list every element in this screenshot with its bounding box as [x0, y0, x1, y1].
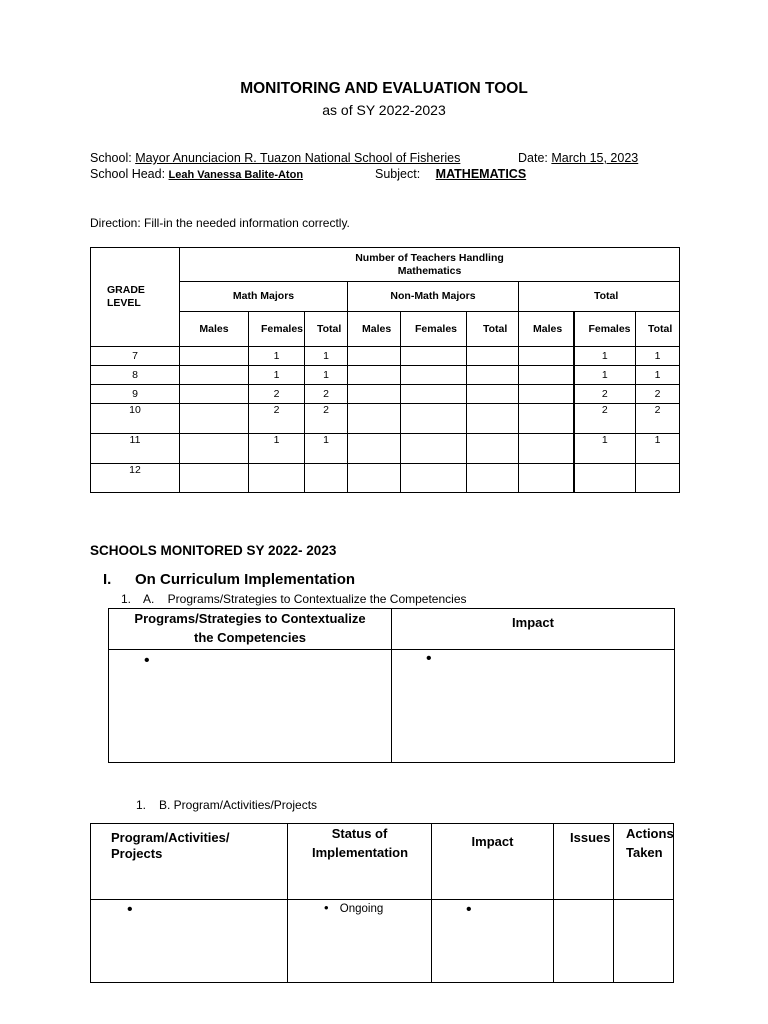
table-cell — [180, 434, 249, 464]
table-cell: 1 — [249, 434, 305, 464]
group-title: Number of Teachers Handling Mathematics — [180, 248, 680, 282]
total-header: Total — [519, 282, 680, 312]
school-line — [90, 151, 460, 165]
table-cell — [180, 464, 249, 493]
grade-cell: 12 — [91, 464, 180, 493]
page-title: MONITORING AND EVALUATION TOOL — [240, 80, 528, 97]
table-cell — [636, 464, 680, 493]
table-cell — [519, 347, 574, 366]
head-line — [90, 167, 303, 181]
grade-cell: 11 — [91, 434, 180, 464]
table-cell — [401, 464, 467, 493]
math-males-header: Males — [180, 312, 249, 347]
table-cell: 1 — [636, 347, 680, 366]
total-females-header: Females — [574, 312, 636, 347]
grade-cell: 7 — [91, 347, 180, 366]
table-cell — [467, 404, 519, 434]
table-cell — [467, 366, 519, 385]
table-cell: 1 — [305, 366, 348, 385]
total-males-header: Males — [519, 312, 574, 347]
total-total-header: Total — [636, 312, 680, 347]
table-cell: 1 — [305, 347, 348, 366]
table-cell: 1 — [574, 434, 636, 464]
section-roman: I. — [103, 571, 112, 588]
grade-level-header: GRADE LEVEL — [91, 248, 180, 347]
school-label: School: — [90, 151, 132, 165]
grade-cell: 8 — [91, 366, 180, 385]
table-cell: 1 — [574, 366, 636, 385]
programs-table — [90, 823, 674, 983]
bullet-icon: • — [144, 652, 150, 669]
table-cell: 1 — [636, 434, 680, 464]
sub-b-number: 1. — [136, 798, 147, 812]
table-cell — [467, 464, 519, 493]
table-cell: 2 — [249, 404, 305, 434]
table-cell — [519, 385, 574, 404]
math-total-header: Total — [305, 312, 348, 347]
subject-label: Subject: — [375, 167, 421, 181]
table-cell — [305, 464, 348, 493]
table-cell: 2 — [636, 385, 680, 404]
status-header: Status of Implementation — [288, 824, 432, 900]
bullet-icon: • — [426, 650, 432, 667]
table-cell — [574, 464, 636, 493]
strategies-header: Programs/Strategies to Contextualize the Competencies — [109, 609, 392, 650]
date-value: March 15, 2023 — [551, 151, 639, 165]
math-majors-header: Math Majors — [180, 282, 348, 312]
actions-header: Actions Taken — [614, 824, 674, 900]
sub-a-heading: A. Programs/Strategies to Contextualize the Competencies — [143, 592, 467, 606]
subject-value: MATHEMATICS — [435, 167, 527, 181]
direction-text: Direction: Fill-in the needed information correctly. — [90, 216, 350, 230]
table-cell — [401, 347, 467, 366]
table-cell: 2 — [305, 404, 348, 434]
subject-line — [375, 167, 540, 181]
table-cell — [348, 404, 401, 434]
table-cell — [180, 404, 249, 434]
school-value: Mayor Anunciacion R. Tuazon National School of Fisheries — [135, 151, 461, 165]
table-cell — [249, 464, 305, 493]
impact-col-header: Impact — [432, 824, 554, 900]
table-cell — [519, 366, 574, 385]
table-cell — [348, 385, 401, 404]
table-cell — [519, 434, 574, 464]
table-cell: 1 — [636, 366, 680, 385]
impact-header: Impact — [392, 609, 675, 650]
bullet-icon: • — [127, 901, 133, 918]
sub-a-number: 1. — [121, 592, 132, 606]
table-cell — [401, 385, 467, 404]
table-cell — [348, 366, 401, 385]
section-heading: On Curriculum Implementation — [135, 571, 356, 588]
table-cell — [519, 404, 574, 434]
table-cell — [467, 347, 519, 366]
table-cell: 2 — [249, 385, 305, 404]
table-cell — [467, 434, 519, 464]
actions-cell — [614, 900, 674, 983]
nonmath-total-header: Total — [467, 312, 519, 347]
date-line — [518, 151, 638, 165]
math-females-header: Females — [249, 312, 305, 347]
table-cell: 2 — [636, 404, 680, 434]
table-cell: 1 — [305, 434, 348, 464]
table-cell: 1 — [249, 347, 305, 366]
grade-cell: 9 — [91, 385, 180, 404]
table-cell — [180, 385, 249, 404]
table-cell: 2 — [305, 385, 348, 404]
table-cell — [348, 347, 401, 366]
sub-b-heading: B. Program/Activities/Projects — [159, 798, 318, 812]
nonmath-majors-header: Non-Math Majors — [348, 282, 519, 312]
table-cell: 2 — [574, 404, 636, 434]
nonmath-males-header: Males — [348, 312, 401, 347]
nonmath-females-header: Females — [401, 312, 467, 347]
page-subtitle: as of SY 2022-2023 — [322, 102, 446, 118]
head-value: Leah Vanessa Balite-Aton — [168, 169, 304, 181]
bullet-icon: • — [324, 900, 329, 915]
issues-cell — [554, 900, 614, 983]
status-value: Ongoing — [339, 903, 384, 915]
head-label: School Head: — [90, 167, 166, 181]
table-cell — [348, 464, 401, 493]
date-label: Date: — [518, 151, 548, 165]
table-cell — [180, 366, 249, 385]
grade-cell: 10 — [91, 404, 180, 434]
table-cell — [467, 385, 519, 404]
program-header: Program/Activities/ Projects — [91, 824, 288, 900]
bullet-icon: • — [466, 901, 472, 918]
table-cell — [401, 366, 467, 385]
strategies-table — [108, 608, 675, 763]
issues-header: Issues — [554, 824, 614, 900]
table-cell: 1 — [574, 347, 636, 366]
table-cell — [519, 464, 574, 493]
table-cell — [348, 434, 401, 464]
table-cell — [401, 434, 467, 464]
teachers-table — [90, 247, 680, 493]
table-cell — [180, 347, 249, 366]
table-cell: 2 — [574, 385, 636, 404]
table-cell: 1 — [249, 366, 305, 385]
table-cell — [401, 404, 467, 434]
schools-monitored-heading: SCHOOLS MONITORED SY 2022- 2023 — [90, 543, 337, 558]
